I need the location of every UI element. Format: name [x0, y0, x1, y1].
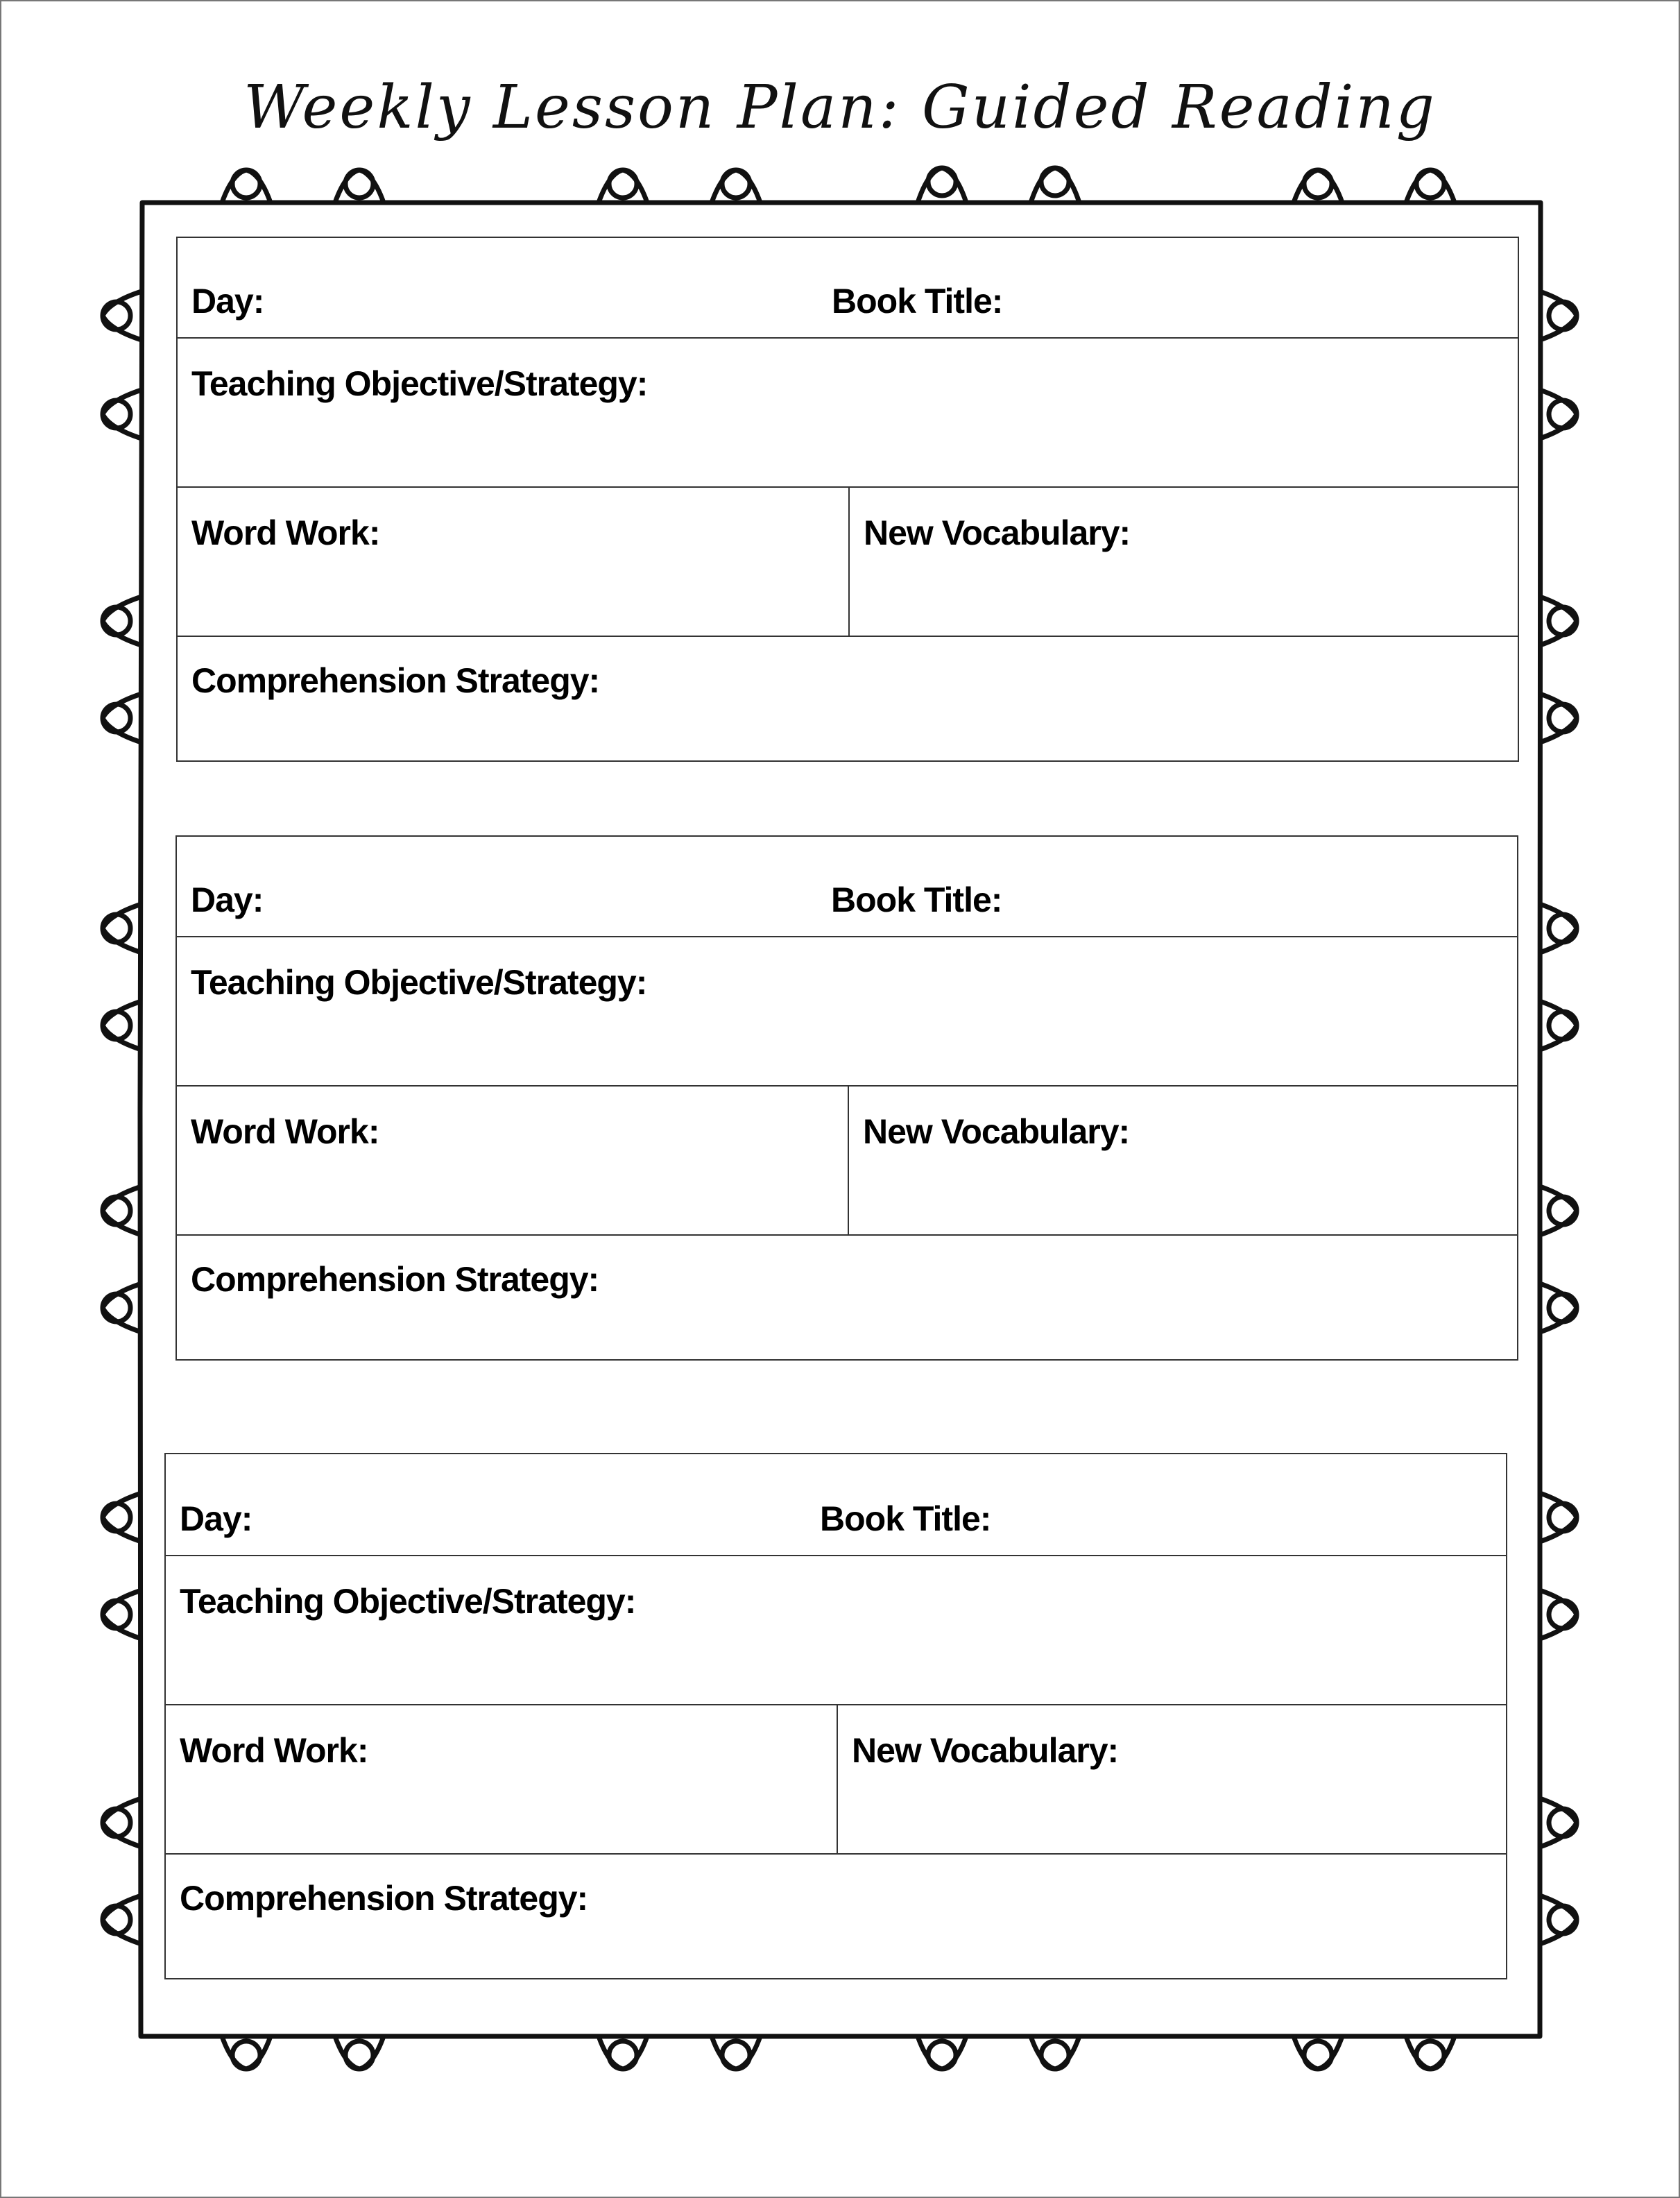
book-title-label[interactable]: Book Title:: [831, 880, 1002, 919]
word-work-label: Word Work:: [191, 1112, 379, 1151]
teaching-objective-label: Teaching Objective/Strategy:: [180, 1582, 636, 1621]
bottom-loops: [222, 2036, 1455, 2069]
word-work-label: Word Work:: [180, 1731, 368, 1770]
day-label[interactable]: Day:: [180, 1499, 252, 1538]
book-title-label[interactable]: Book Title:: [832, 282, 1003, 321]
lesson-plan-block-2: [175, 835, 1518, 1361]
teaching-objective-row[interactable]: [178, 337, 1518, 486]
word-work-label: Word Work:: [191, 513, 380, 552]
comprehension-row[interactable]: [166, 1853, 1506, 1978]
comprehension-strategy-label: Comprehension Strategy:: [191, 661, 600, 700]
book-title-label[interactable]: Book Title:: [820, 1499, 991, 1538]
new-vocabulary-field[interactable]: [838, 1705, 1506, 1853]
lesson-plan-block-1: [176, 237, 1519, 762]
comprehension-row[interactable]: [178, 636, 1518, 760]
lesson-plan-block-3: [164, 1453, 1507, 1979]
teaching-objective-label: Teaching Objective/Strategy:: [191, 364, 648, 403]
new-vocabulary-label: New Vocabulary:: [863, 1112, 1130, 1151]
right-loops: [1540, 291, 1577, 1944]
day-label[interactable]: Day:: [191, 880, 264, 919]
word-work-field[interactable]: [178, 488, 848, 636]
teaching-objective-row[interactable]: [177, 936, 1517, 1085]
day-book-row: [178, 238, 1518, 337]
word-vocab-row: [166, 1704, 1506, 1853]
teaching-objective-row[interactable]: [166, 1555, 1506, 1704]
new-vocabulary-label: New Vocabulary:: [852, 1731, 1119, 1770]
word-vocab-row: [177, 1085, 1517, 1234]
comprehension-strategy-label: Comprehension Strategy:: [191, 1260, 599, 1299]
word-work-field[interactable]: [166, 1705, 837, 1853]
teaching-objective-label: Teaching Objective/Strategy:: [191, 963, 647, 1002]
page-title: Weekly Lesson Plan: Guided Reading: [243, 73, 1437, 142]
comprehension-strategy-label: Comprehension Strategy:: [180, 1879, 588, 1918]
comprehension-row[interactable]: [177, 1234, 1517, 1359]
day-label[interactable]: Day:: [191, 282, 264, 321]
left-loops: [103, 291, 142, 1944]
day-book-row: [177, 837, 1517, 936]
day-book-row: [166, 1454, 1506, 1555]
new-vocabulary-field[interactable]: [849, 1087, 1517, 1234]
word-work-field[interactable]: [177, 1087, 848, 1234]
word-vocab-row: [178, 486, 1518, 636]
new-vocabulary-label: New Vocabulary:: [864, 513, 1131, 552]
top-loops: [222, 168, 1455, 203]
new-vocabulary-field[interactable]: [850, 488, 1518, 636]
